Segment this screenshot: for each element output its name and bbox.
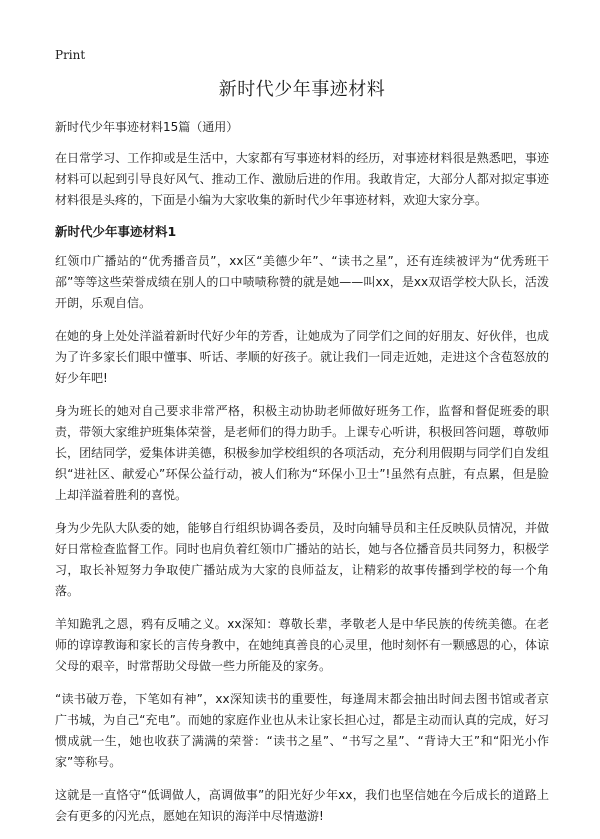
paragraph: 红领巾广播站的“优秀播音员”，xx区“美德少年”、“读书之星”，还有连续被评为“优秀班干部”等等这些荣誉成绩在别人的口中啧啧称赞的就是她——叫xx，是xx双语学校大队长，活泼开朗，乐观自信。 <box>55 254 549 310</box>
paragraph: 身为班长的她对自己要求非常严格，积极主动协助老师做好班务工作，监督和督促班委的职责，带领大家维护班集体荣誉，是老师们的得力助手。上课专心听讲，积极回答问题，尊敬师长，团结同学，爱集体讲美德，积极参加学校组织的各项活动，充分利用假期与同学们自发组织“进社区、献爱心”环保公益行动，被人们称为“环保小卫士”!虽然有点脏，有点累，但是脸上却洋溢着胜利的喜悦。 <box>55 404 549 502</box>
paragraph: 羊知跪乳之恩，鸦有反哺之义。xx深知：尊敬长辈，孝敬老人是中华民族的传统美德。在老师的谆谆教诲和家长的言传身教中，在她纯真善良的心灵里，他时刻怀有一颗感恩的心，体谅父母的艰辛，时常帮助父母做一些力所能及的家务。 <box>55 617 549 673</box>
document-body <box>55 78 549 839</box>
intro-paragraph: 在日常学习、工作抑或是生活中，大家都有写事迹材料的经历，对事迹材料很是熟悉吧，事迹材料可以起到引导良好风气、推动工作、激励后进的作用。我敢肯定，大部分人都对拟定事迹材料很是头疼的，下面是小编为大家收集的新时代少年事迹材料，欢迎大家分享。 <box>55 151 549 207</box>
paragraph: “读书破万卷，下笔如有神”，xx深知读书的重要性，每逢周末都会抽出时间去图书馆或者京广书城，为自己“充电”。而她的家庭作业也从未让家长担心过，都是主动而认真的完成，好习惯成就一生，她也收获了满满的荣誉：“读书之星”、“书写之星”、“背诗大王”和“阳光小作家”等称号。 <box>55 692 549 769</box>
paragraph: 在她的身上处处洋溢着新时代好少年的芳香，让她成为了同学们之间的好朋友、好伙伴，也成为了许多家长们眼中懂事、听话、孝顺的好孩子。就让我们一同走近她，走进这个含苞怒放的好少年吧! <box>55 329 549 385</box>
document-subtitle: 新时代少年事迹材料15篇（通用） <box>55 120 239 134</box>
paragraph: 身为少先队大队委的她，能够自行组织协调各委员，及时向辅导员和主任反映队员情况，并做好日常检查监督工作。同时也肩负着红领巾广播站的站长，她与各位播音员共同努力，积极学习，取长补短努力争取使广播站成为大家的良师益友，让精彩的故事传播到学校的每一个角落。 <box>55 521 549 598</box>
print-link[interactable]: Print <box>55 48 86 62</box>
paragraph: 这就是一直恪守“低调做人，高调做事”的阳光好少年xx，我们也坚信她在今后成长的道路上会有更多的闪光点，愿她在知识的海洋中尽情遨游! <box>55 788 549 823</box>
document-title: 新时代少年事迹材料 <box>218 79 386 100</box>
section-heading: 新时代少年事迹材料1 <box>55 224 177 239</box>
